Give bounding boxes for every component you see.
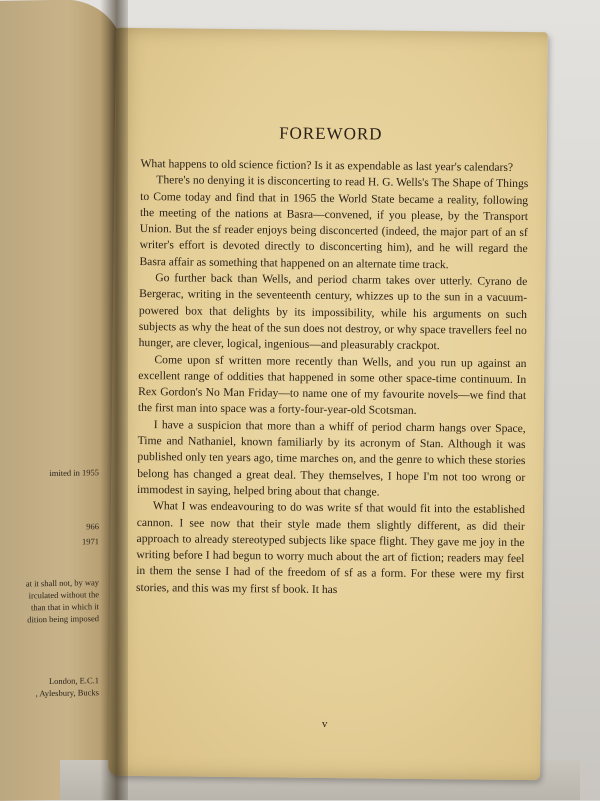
page-number: v bbox=[321, 717, 328, 731]
body-text bbox=[136, 156, 529, 600]
left-line: than that in which it bbox=[31, 601, 99, 613]
paragraph: What I was endeavouring to do was write sf that would fit into the established cannon. I see now that their style made them slightly different, as did their approach to already stereotyped subjects like space flight. They gave me joy in the writing before I had begun to worry much about the art of fiction; readers may feel in them the sense I had of the freedom of sf as a form. For these were my first stories, and this was my first sf book. It has bbox=[136, 499, 525, 596]
paragraph: There's no denying it is disconcerting to read H. G. Wells's The Shape of Things to Come today and find that in 1965 the World State became a reality, following the meeting of the nations at Basra—convened, if you please, by the Transport Union. But the sf reader enjoys being disconcerted (indeed, the major part of an sf writer's effort is devoted directly to disconcerting him), and he will regard the Basra affair as something that happened on an alternate time track. bbox=[139, 173, 529, 272]
left-line: imited in 1955 bbox=[49, 467, 99, 479]
left-line: dition being imposed bbox=[27, 613, 99, 625]
left-line: 1971 bbox=[82, 536, 99, 547]
spine-shadow bbox=[100, 0, 128, 800]
left-line: at it shall not, by way bbox=[25, 577, 99, 589]
right-page bbox=[108, 28, 548, 780]
paragraph: What happens to old science fiction? Is it as expendable as last year's calendars? bbox=[140, 157, 514, 174]
paragraph: I have a suspicion that more than a whiff of period charm hangs over Space, Time and Nathaniel, known familiarly by its acronym of Stan. Although it was published only ten years ago, time marches on, and the genre to which these stories belong has changed a great deal. They themselves, I hope I'm not too wrong or immodest in saying, helped bring about that change. bbox=[137, 417, 526, 499]
left-line: 966 bbox=[86, 521, 99, 532]
paragraph: Go further back than Wells, and period charm takes over utterly. Cyrano de Bergerac, writing in the seventeenth century, whizzes up to the sun in a vacuum-powered box that delights by its impossibility, while his arguments on such subjects as why the heat of the sun does not destroy, or why space travellers feel no hunger, are clever, logical, ingenious—and pleasurably crackpot. bbox=[138, 271, 528, 353]
left-line: London, E.C.1 bbox=[48, 675, 99, 687]
left-line: , Aylesbury, Bucks bbox=[35, 687, 99, 699]
paragraph: Come upon sf written more recently than Wells, and you run up against an excellent range of oddities that happened in some other space-time continuum. In Rex Gordon's No Man Friday—to name one of my favourite novels—we find that the first man into space was a forty-four-year-old Scotsman. bbox=[137, 352, 527, 418]
left-line: irculated without the bbox=[28, 589, 99, 601]
page-title: FOREWORD bbox=[279, 123, 383, 144]
